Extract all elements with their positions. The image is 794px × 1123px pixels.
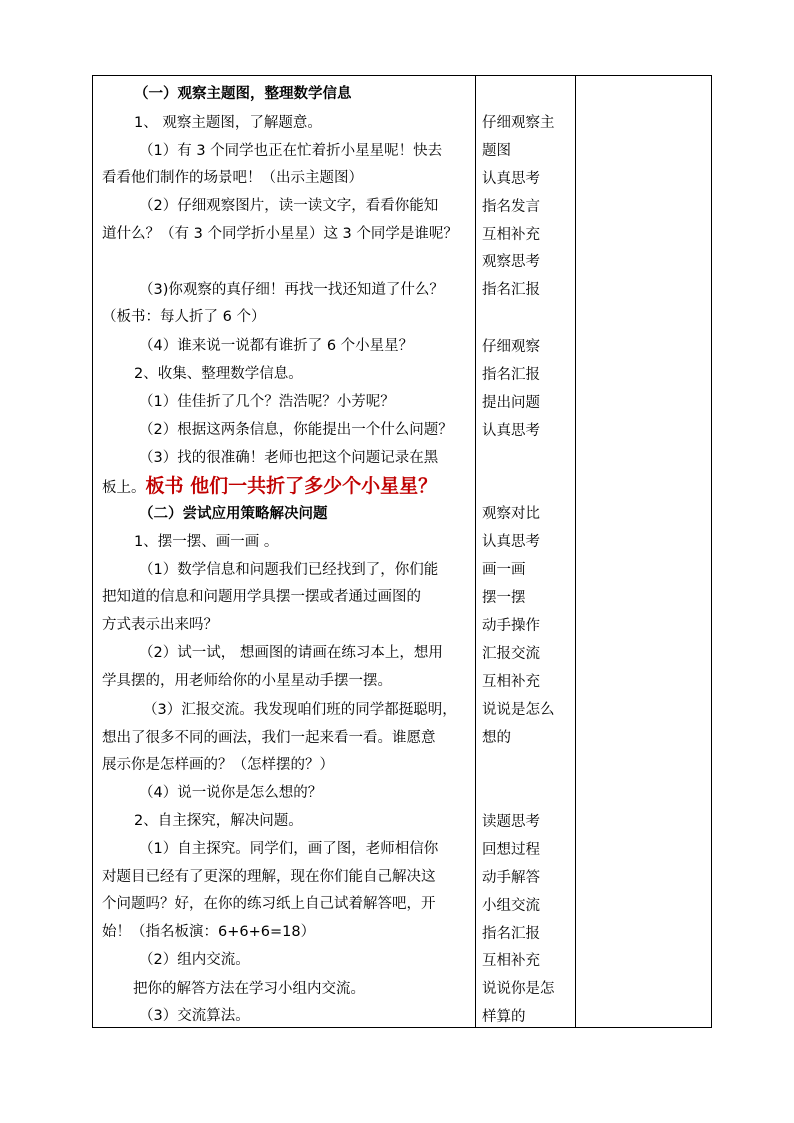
text-line: 1、摆一摆、画一画 。 [134, 534, 279, 550]
student-line: 仔细观察 [482, 339, 540, 355]
student-line: 观察思考 [482, 254, 540, 270]
student-line: 互相补充 [482, 674, 540, 690]
text-line: 把你的解答方法在学习小组内交流。 [133, 981, 365, 997]
student-line: 仔细观察主 [482, 115, 555, 131]
text-line: （3)你观察的真仔细！再找一找还知道了什么？ [139, 282, 444, 298]
text-line: （4）说一说你是怎么想的？ [139, 785, 323, 801]
text-line: 学具摆的，用老师给你的小星星动手摆一摆。 [102, 673, 392, 689]
student-line: 摆一摆 [482, 590, 526, 606]
student-line: 说说你是怎 [482, 981, 555, 997]
text-line: （1）自主探究。同学们，画了图，老师相信你 [139, 841, 439, 857]
student-line: 动手解答 [482, 870, 540, 886]
student-line: 画一画 [482, 562, 526, 578]
student-line: 读题思考 [482, 814, 540, 830]
student-line: 小组交流 [482, 898, 540, 914]
student-line: 认真思考 [482, 171, 540, 187]
lesson-table [92, 75, 712, 1028]
student-line: 互相补充 [482, 227, 540, 243]
text-line: 道什么？（有 3 个同学折小星星）这 3 个同学是谁呢？ [102, 226, 458, 242]
board-line [102, 474, 437, 498]
student-line: 认真思考 [482, 423, 540, 439]
text-line: 2、收集、整理数学信息。 [134, 366, 303, 382]
text-line: （2）仔细观察图片，读一读文字，看看你能知 [139, 198, 439, 214]
board-note: 板书 他们一共折了多少个小星星？ [145, 475, 438, 497]
text-line: （4）谁来说一说都有谁折了 6 个小星星？ [139, 338, 414, 354]
text-line: 始！（指名板演：6+6+6=18） [102, 924, 316, 940]
text-line: （板书：每人折了 6 个） [102, 309, 266, 325]
student-line: 样算的 [482, 1009, 526, 1025]
student-line: 说说是怎么 [482, 702, 555, 718]
text-line: 个问题吗？好，在你的练习纸上自己试着解答吧，开 [102, 896, 436, 912]
text-line: 2、自主探究，解决问题。 [134, 813, 303, 829]
text-line: （1）有 3 个同学也正在忙着折小星星呢！快去 [139, 143, 443, 159]
section-heading-2: （二）尝试应用策略解决问题 [139, 506, 328, 522]
section-heading-1: （一）观察主题图，整理数学信息 [134, 86, 352, 102]
text-line: 看看他们制作的场景吧！（出示主题图） [102, 170, 363, 186]
notes-column [576, 76, 711, 1027]
text-line: （2）根据这两条信息，你能提出一个什么问题？ [139, 422, 453, 438]
student-line: 提出问题 [482, 395, 540, 411]
student-line: 指名汇报 [482, 282, 540, 298]
student-line: 指名汇报 [482, 367, 540, 383]
column-divider-1 [475, 76, 476, 1027]
student-line: 观察对比 [482, 506, 540, 522]
student-line: 指名汇报 [482, 926, 540, 942]
text-line: （3）汇报交流。我发现咱们班的同学都挺聪明， [143, 702, 457, 718]
text-line: （2）试一试， 想画图的请画在练习本上，想用 [139, 645, 443, 661]
text-line: （3）找的很准确！老师也把这个问题记录在黑 [139, 450, 439, 466]
student-line: 回想过程 [482, 842, 540, 858]
text-line: （3）交流算法。 [139, 1008, 250, 1024]
student-line: 题图 [482, 143, 511, 159]
text-fragment: 板上。 [102, 480, 146, 496]
text-line: 方式表示出来吗？ [102, 617, 218, 633]
student-line: 动手操作 [482, 618, 540, 634]
text-line: 把知道的信息和问题用学具摆一摆或者通过画图的 [102, 589, 421, 605]
text-line: 想出了很多不同的画法，我们一起来看一看。谁愿意 [102, 730, 436, 746]
student-line: 互相补充 [482, 953, 540, 969]
student-line: 汇报交流 [482, 646, 540, 662]
student-line: 认真思考 [482, 534, 540, 550]
student-line: 指名发言 [482, 199, 540, 215]
text-line: （2）组内交流。 [139, 952, 250, 968]
text-line: 展示你是怎样画的？（怎样摆的？） [102, 757, 334, 773]
text-line: （1）数学信息和问题我们已经找到了，你们能 [139, 562, 439, 578]
text-line: （1）佳佳折了几个？浩浩呢？小芳呢？ [139, 394, 395, 410]
text-line: 1、 观察主题图，了解题意。 [134, 115, 322, 131]
student-line: 想的 [482, 730, 511, 746]
text-line: 对题目已经有了更深的理解，现在你们能自己解决这 [102, 869, 436, 885]
